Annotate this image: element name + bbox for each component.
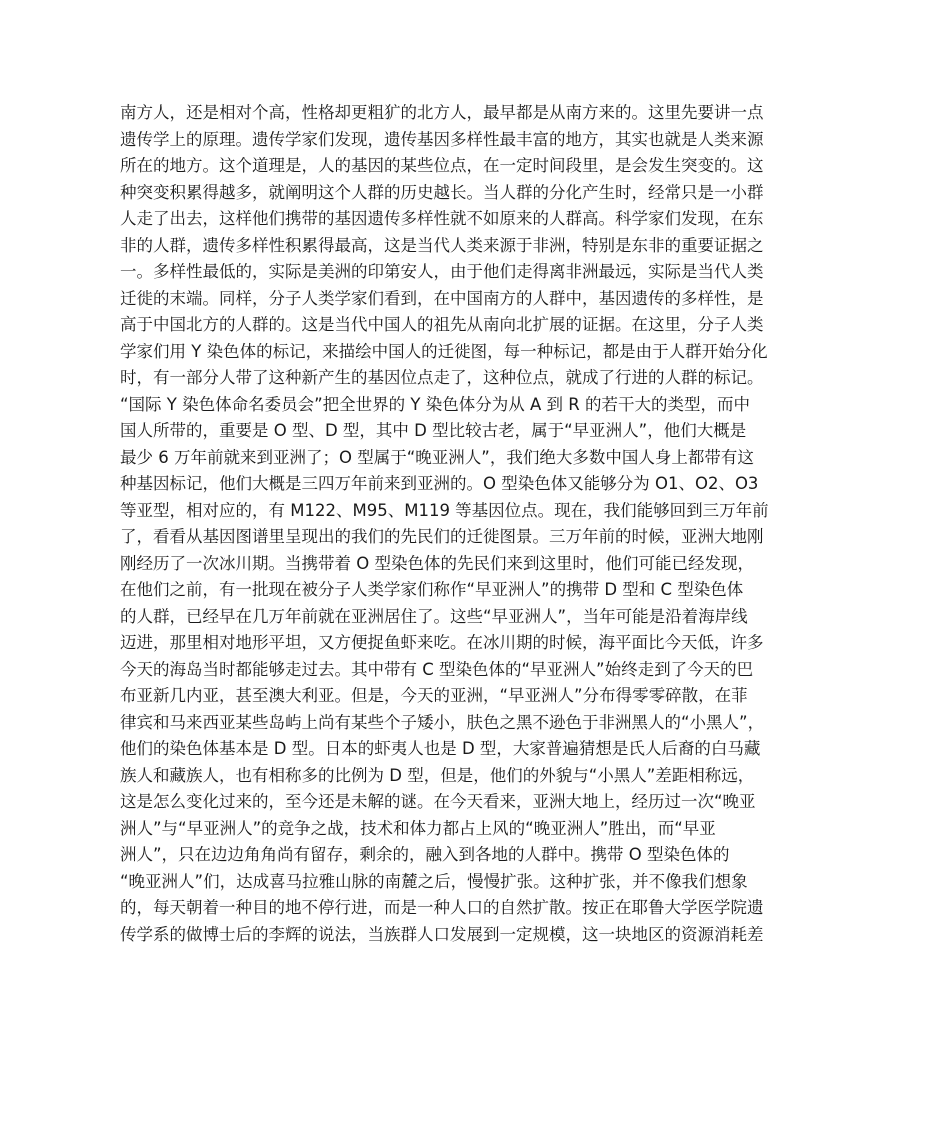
text-line: 种突变积累得越多，就阐明这个人群的历史越长。当人群的分化产生时，经常只是一小群 xyxy=(120,182,764,202)
text-line: 洲人”与“早亚洲人”的竞争之战，技术和体力都占上风的“晚亚洲人”胜出，而“早亚 xyxy=(120,818,716,838)
text-line: 的，每天朝着一种目的地不停行进，而是一种人口的自然扩散。按正在耶鲁大学医学院遗 xyxy=(120,898,764,917)
text-line: 国人所带的，重要是 O 型、D 型，其中 D 型比较古老，属于“早亚洲人”，他们大概是 xyxy=(120,421,747,440)
text-line: 时，有一部分人带了这种新产生的基因位点走了，这种位点，就成了行进的人群的标记。 xyxy=(120,368,764,387)
text-line: 遗传学上的原理。遗传学家们发现，遗传基因多样性最丰富的地方，其实也就是人类来源 xyxy=(120,129,764,149)
text-line: 学家们用 Y 染色体的标记，来描绘中国人的迁徙图，每一种标记，都是由于人群开始分化 xyxy=(120,341,768,361)
text-line: 迁徙的末端。同样，分子人类学家们看到，在中国南方的人群中，基因遗传的多样性，是 xyxy=(120,288,764,308)
text-line: 非的人群，遗传多样性积累得最高，这是当代人类来源于非洲，特别是东非的重要证据之 xyxy=(120,235,764,255)
text-line: 洲人”，只在边边角角尚有留存，剩余的，融入到各地的人群中。携带 O 型染色体的 xyxy=(120,845,730,864)
text-line: 的人群，已经早在几万年前就在亚洲居住了。这些“早亚洲人”，当年可能是沿着海岸线 xyxy=(120,606,748,626)
text-line: 布亚新几内亚，甚至澳大利亚。但是，今天的亚洲，“早亚洲人”分布得零零碎散，在菲 xyxy=(120,686,748,705)
text-line: 律宾和马来西亚某些岛屿上尚有某些个子矮小，肤色之黑不逊色于非洲黑人的“小黑人”， xyxy=(120,712,765,732)
text-line: 这是怎么变化过来的，至今还是未解的谜。在今天看来，亚洲大地上，经历过一次“晚亚 xyxy=(120,792,756,811)
text-line: 刚经历了一次冰川期。当携带着 O 型染色体的先民们来到这里时，他们可能已经发现， xyxy=(120,553,754,573)
text-line: 在他们之前，有一批现在被分子人类学家们称作“早亚洲人”的携带 D 型和 C 型染色体 xyxy=(120,580,744,599)
text-line: 高于中国北方的人群的。这是当代中国人的祖先从南向北扩展的证据。在这里，分子人类 xyxy=(120,315,764,334)
text-line: 传学系的做博士后的李辉的说法，当族群人口发展到一定规模，这一块地区的资源消耗差 xyxy=(120,924,764,944)
text-line: 等亚型，相对应的，有 M122、M95、M119 等基因位点。现在，我们能够回到三万年前 xyxy=(120,500,769,520)
text-line: 最少 6 万年前就来到亚洲了；O 型属于“晚亚洲人”，我们绝大多数中国人身上都带有这 xyxy=(120,447,754,467)
text-line: 一。多样性最低的，实际是美洲的印第安人，由于他们走得离非洲最远，实际是当代人类 xyxy=(120,262,764,281)
text-line: 人走了出去，这样他们携带的基因遗传多样性就不如原来的人群高。科学家们发现，在东 xyxy=(120,209,764,228)
document-page xyxy=(120,100,840,948)
text-line: 所在的地方。这个道理是，人的基因的某些位点，在一定时间段里，是会发生突变的。这 xyxy=(120,156,764,175)
text-line: 了，看看从基因图谱里呈现出的我们的先民们的迁徙图景。三万年前的时候，亚洲大地刚 xyxy=(120,527,764,546)
text-line: 种基因标记，他们大概是三四万年前来到亚洲的。O 型染色体又能够分为 O1、O2、O3 xyxy=(120,474,759,493)
text-line: 南方人，还是相对个高，性格却更粗犷的北方人，最早都是从南方来的。这里先要讲一点 xyxy=(120,103,764,122)
text-line: “国际 Y 染色体命名委员会”把全世界的 Y 染色体分为从 A 到 R 的若干大的类型，而中 xyxy=(120,394,750,414)
text-line: 今天的海岛当时都能够走过去。其中带有 C 型染色体的“早亚洲人”始终走到了今天的巴 xyxy=(120,659,754,679)
text-line: “晚亚洲人”们，达成喜马拉雅山脉的南麓之后，慢慢扩张。这种扩张，并不像我们想象 xyxy=(120,871,748,891)
text-line: 他们的染色体基本是 D 型。日本的虾夷人也是 D 型，大家普遍猜想是氏人后裔的白马藏 xyxy=(120,739,761,758)
text-line: 迈进，那里相对地形平坦，又方便捉鱼虾来吃。在冰川期的时候，海平面比今天低，许多 xyxy=(120,633,764,652)
text-line: 族人和藏族人，也有相称多的比例为 D 型，但是，他们的外貌与“小黑人”差距相称远， xyxy=(120,765,755,785)
